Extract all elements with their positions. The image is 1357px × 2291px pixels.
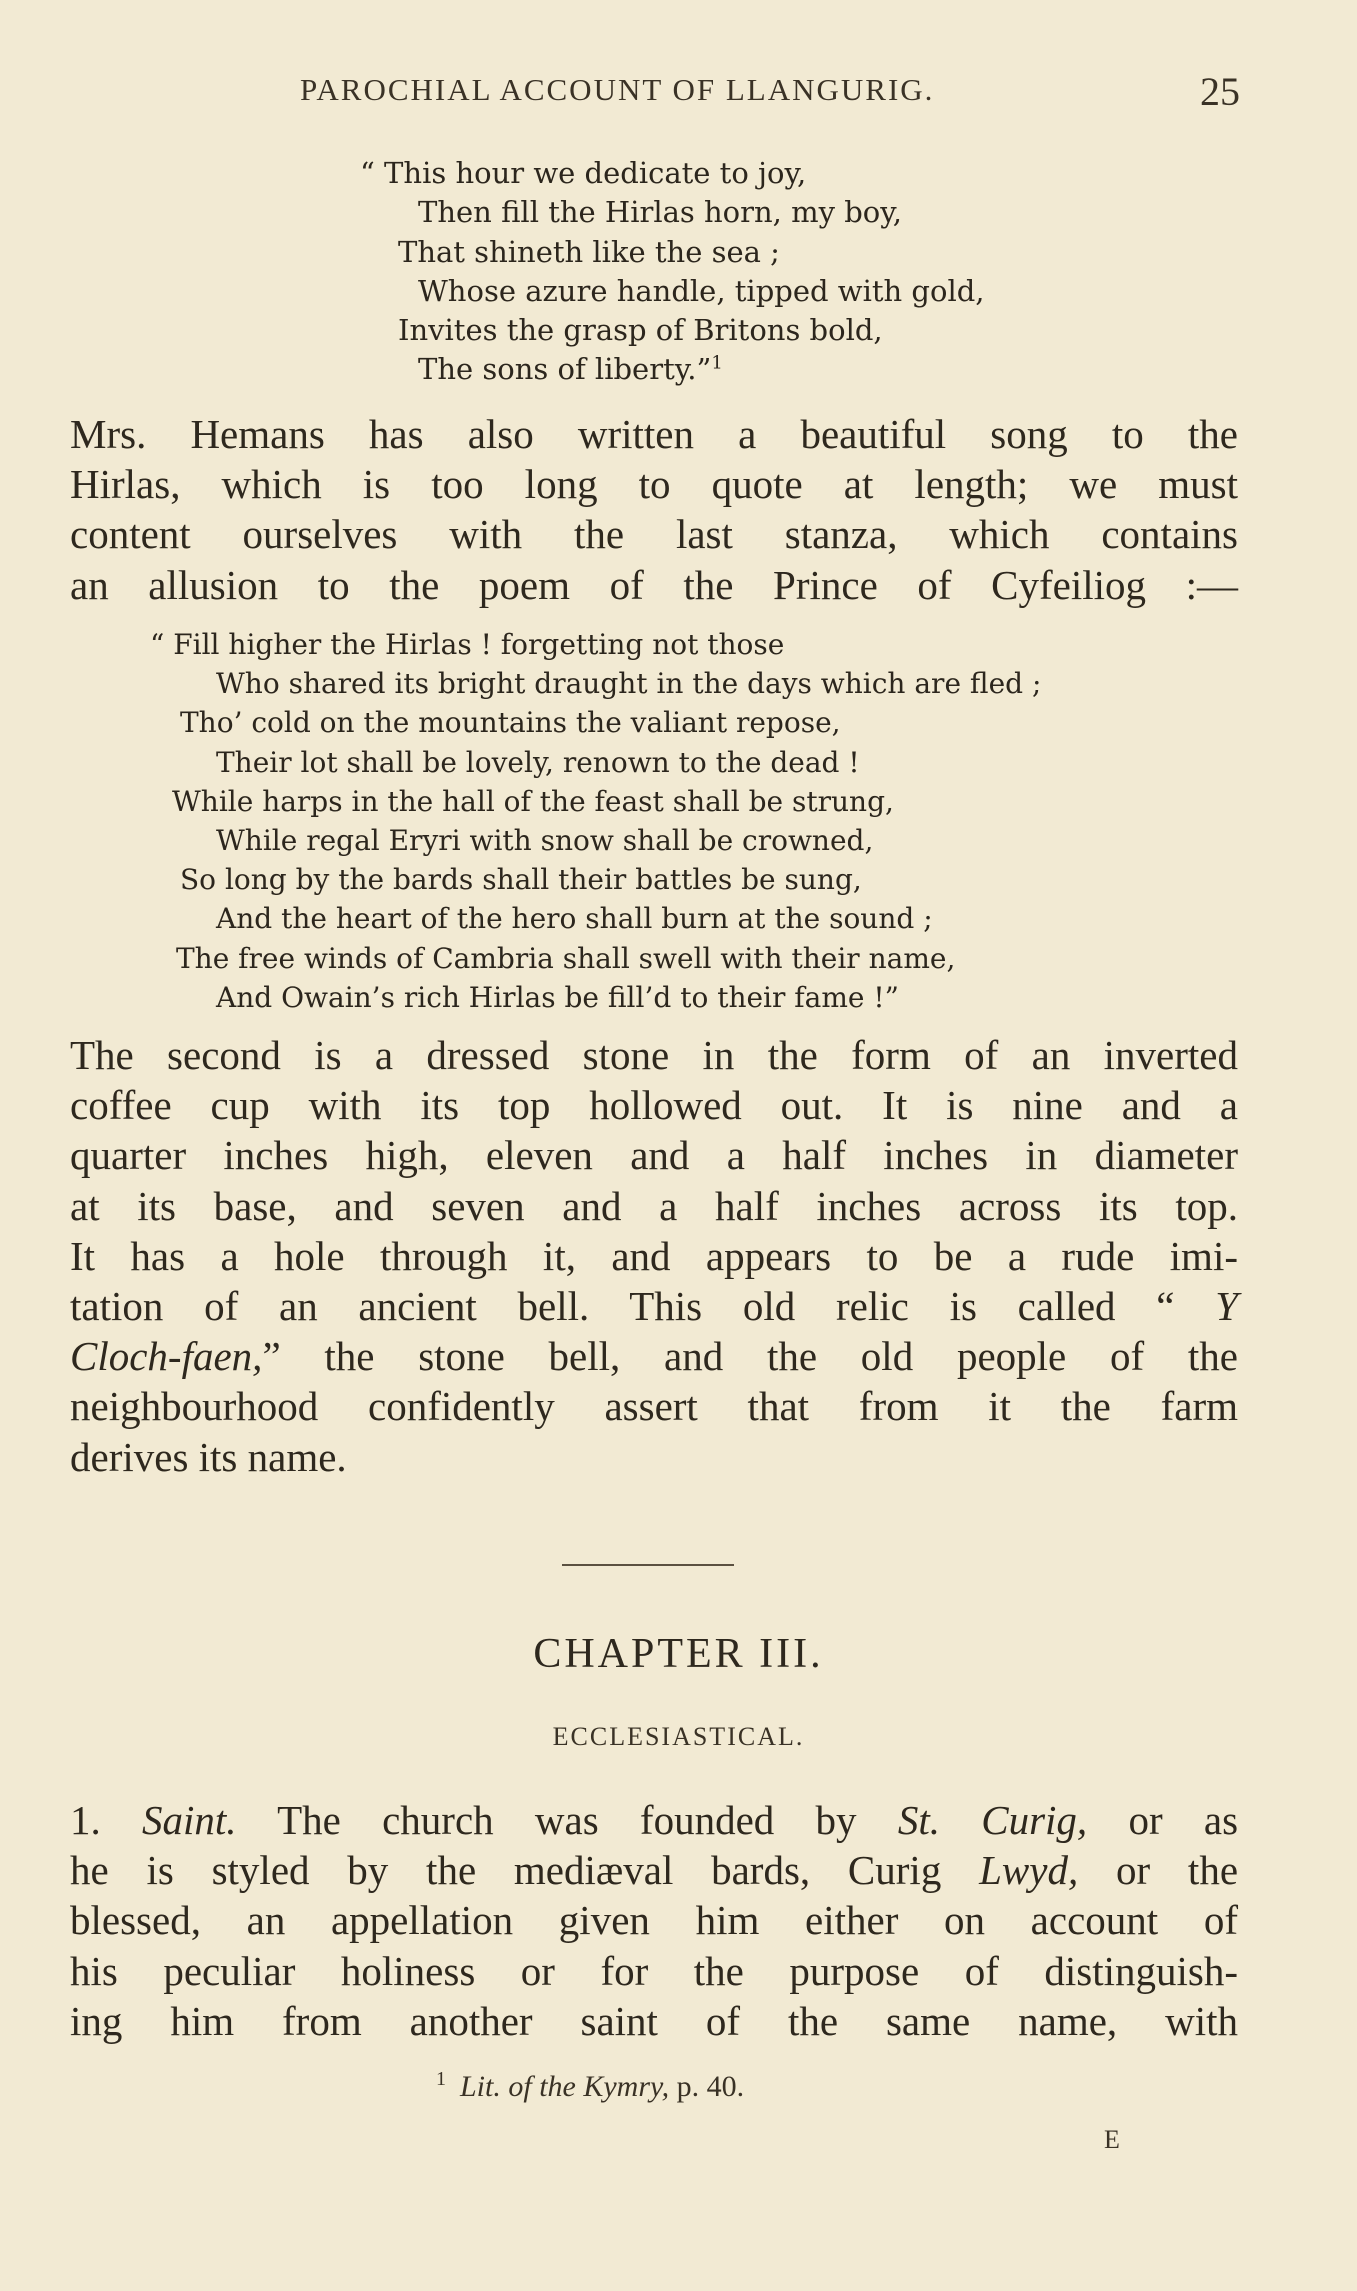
italic-term: Lwyd, <box>979 1847 1079 1894</box>
italic-term: Saint. <box>142 1797 237 1843</box>
poem-line: And Owain’s rich Hirlas be fill’d to their fame !” <box>216 980 899 1014</box>
paragraph-line <box>70 1281 1238 1331</box>
italic-term: Cloch-faen, <box>70 1333 263 1380</box>
paragraph-line-text: ” the stone bell, and the old people of the <box>262 1333 1238 1380</box>
poem-line-text: The sons of liberty.” <box>418 352 712 387</box>
paragraph-line: Hirlas, which is too long to quote at length; we must <box>70 461 1238 508</box>
paragraph-line: derives its name. <box>70 1433 347 1480</box>
italic-term: St. Curig, <box>897 1797 1088 1843</box>
chapter-heading: CHAPTER III. <box>533 1631 824 1677</box>
paragraph-line: The second is a dressed stone in the form of an inverted <box>70 1032 1238 1078</box>
section-number: 1. <box>70 1797 101 1843</box>
paragraph-line: Mrs. Hemans has also written a beautiful song to the <box>70 411 1238 457</box>
paragraph-line-text: tation of an ancient bell. This old relic is called “ <box>70 1282 1175 1329</box>
poem-line: Invites the grasp of Britons bold, <box>398 313 883 348</box>
paragraph-line: neighbourhood confidently assert that from it the farm <box>70 1383 1238 1430</box>
poem-line: Who shared its bright draught in the days which are fled ; <box>216 667 1042 701</box>
poem-line: While regal Eryri with snow shall be crowned, <box>216 823 874 857</box>
paragraph-line-text: or as <box>1128 1797 1239 1843</box>
paragraph-line: his peculiar holiness or for the purpose of distinguish- <box>70 1947 1238 1994</box>
poem-line: That shineth like the sea ; <box>398 234 780 269</box>
paragraph-line: blessed, an appellation given him either on account of <box>70 1897 1238 1944</box>
running-head-title: PAROCHIAL ACCOUNT OF LLANGURIG. <box>300 72 935 107</box>
footnote-source-title: Lit. of the Kymry, <box>460 2070 670 2103</box>
paragraph-line: at its base, and seven and a half inches across its top. <box>70 1182 1238 1229</box>
paragraph-line: content ourselves with the last stanza, which contains <box>70 511 1238 558</box>
paragraph-saint <box>70 1795 1238 2046</box>
footnote-page-ref: p. 40. <box>676 2070 745 2103</box>
signature-mark: E <box>1104 2125 1120 2154</box>
footnote-marker: 1 <box>711 352 723 374</box>
italic-term: Y <box>1215 1282 1238 1329</box>
paragraph-line <box>70 1331 1238 1381</box>
poem-line: So long by the bards shall their battles be sung, <box>180 863 862 897</box>
paragraph-line: quarter inches high, eleven and a half inches in diameter <box>70 1132 1238 1179</box>
poem-hirlas-excerpt <box>360 154 985 390</box>
poem-line: And the heart of the hero shall burn at the sound ; <box>216 902 933 936</box>
paragraph-line: an allusion to the poem of the Prince of Cyfeiliog :— <box>70 561 1238 608</box>
paragraph-line: It has a hole through it, and appears to be a rude imi- <box>70 1232 1238 1279</box>
poem-line: “ Fill higher the Hirlas ! forgetting not those <box>150 628 785 661</box>
poem-line: While harps in the hall of the feast shall be strung, <box>172 784 894 818</box>
section-divider-rule <box>562 1564 734 1566</box>
paragraph-line: ing him from another saint of the same name, with <box>70 1997 1238 2044</box>
paragraph-line-text: or the <box>1116 1847 1239 1894</box>
paragraph-line <box>70 1795 1238 1845</box>
poem-line: Then fill the Hirlas horn, my boy, <box>418 195 902 230</box>
paragraph-line-text: he is styled by the mediæval bards, Curig <box>70 1847 942 1894</box>
poem-line: The free winds of Cambria shall swell with their name, <box>176 941 956 975</box>
paragraph-hemans <box>70 409 1238 610</box>
poem-line: Tho’ cold on the mountains the valiant repose, <box>180 706 841 740</box>
paragraph-line-text: The church was founded by <box>277 1797 857 1843</box>
footnote <box>436 2070 744 2104</box>
poem-line: “ This hour we dedicate to joy, <box>360 156 807 190</box>
paragraph-stone-bell <box>70 1030 1238 1482</box>
poem-line <box>360 350 985 389</box>
paragraph-line: coffee cup with its top hollowed out. It is nine and a <box>70 1082 1238 1129</box>
poem-hemans-stanza <box>150 625 1041 1017</box>
page-number: 25 <box>1200 69 1240 114</box>
poem-line: Whose azure handle, tipped with gold, <box>418 273 985 308</box>
paragraph-line <box>70 1845 1238 1895</box>
footnote-number: 1 <box>436 2068 446 2090</box>
chapter-subheading: ECCLESIASTICAL. <box>552 1722 805 1751</box>
poem-line: Their lot shall be lovely, renown to the dead ! <box>216 745 860 779</box>
